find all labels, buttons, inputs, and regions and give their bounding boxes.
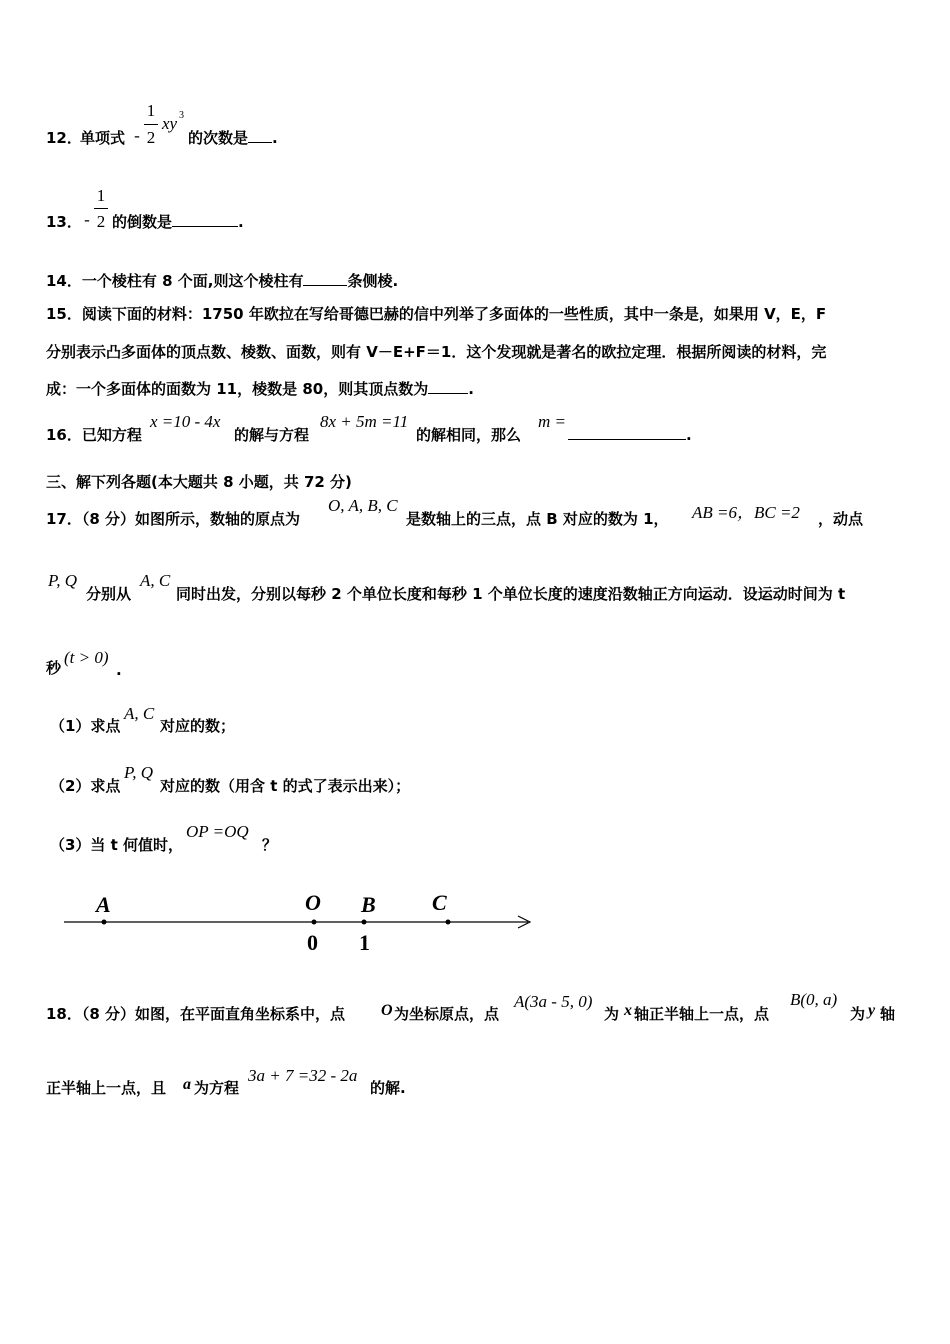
point-o-dot <box>312 920 317 925</box>
q18-text-a: 18．（8 分）如图，在平面直角坐标系中，点 <box>46 1005 346 1023</box>
q12-frac-den: 2 <box>146 128 156 147</box>
number-line-figure <box>0 880 950 960</box>
q18-math-eq: 3a + 7 =32 - 2a <box>248 1066 358 1085</box>
q14-answer-blank[interactable] <box>303 271 347 286</box>
q17-text-g: . <box>116 661 122 679</box>
q12-frac-num: 1 <box>146 101 156 120</box>
q13-answer-blank[interactable] <box>172 212 238 227</box>
q17-text-a: 17．（8 分）如图所示，数轴的原点为 <box>46 510 301 528</box>
q17-text-e: 同时出发，分别以每秒 2 个单位长度和每秒 1 个单位长度的速度沿数轴正方向运动．设运动时间为 t <box>176 585 846 603</box>
q12-tail <box>188 128 278 148</box>
label-o: O <box>305 890 321 915</box>
q12-frac-bar <box>144 124 158 125</box>
q16-text-a: 16．已知方程 <box>46 426 142 444</box>
q17-math-pq: P, Q <box>48 571 77 590</box>
label-c: C <box>432 890 447 915</box>
q17-text-b: 是数轴上的三点，点 B 对应的数为 1， <box>406 510 669 528</box>
q17-sub2-b: 对应的数（用含 t 的式了表示出来）； <box>160 777 411 795</box>
q15-answer-blank[interactable] <box>428 379 468 394</box>
q16-text-b: 的解与方程 <box>234 426 310 444</box>
q17-math-ac: A, C <box>140 571 171 590</box>
q12-exponent: 3 <box>179 110 184 121</box>
q15-line-1: 15．阅读下面的材料：1750 年欧拉在写给哥德巴赫的信中列举了多面体的一些性质，其中一条是，如果用 V，E，F <box>46 305 827 323</box>
q12-number: 12． <box>46 129 82 147</box>
q18-text-g: 正半轴上一点，且 <box>46 1079 167 1097</box>
q18-text-b: 为坐标原点，点 <box>394 1005 500 1023</box>
label-b: B <box>361 892 376 917</box>
q18-text-c: 为 <box>604 1005 620 1023</box>
q17-text-c: ，动点 <box>818 510 864 528</box>
q14-text-b: 条侧棱. <box>347 272 399 290</box>
label-a: A <box>96 892 111 917</box>
q18-text-f: 轴 <box>880 1005 896 1023</box>
point-c-dot <box>446 920 451 925</box>
q15-line-3-text: 成：一个多面体的面数为 11，棱数是 80，则其顶点数为 <box>46 380 429 398</box>
q13-frac-den: 2 <box>96 212 106 231</box>
tick-0: 0 <box>307 930 318 955</box>
q17-math-points: O, A, B, C <box>328 496 398 515</box>
q12-tail-text: 的次数是 <box>188 129 249 147</box>
q18-a: a <box>183 1076 191 1093</box>
q18-text-h: 为方程 <box>194 1079 240 1097</box>
q17-sub1-b: 对应的数； <box>160 717 236 735</box>
q18-text-d: 轴正半轴上一点，点 <box>634 1005 770 1023</box>
q18-math-b: B(0, a) <box>790 990 838 1009</box>
q13-end: . <box>238 213 244 231</box>
q12-minus: - <box>134 126 140 145</box>
q18-text-e: 为 <box>850 1005 866 1023</box>
tick-1: 1 <box>359 930 370 955</box>
q17-text-d: 分别从 <box>86 585 132 603</box>
q13-number: 13． <box>46 213 82 231</box>
q17-math-ab-bc: AB =6，BC =2 <box>692 503 800 522</box>
q17-sub3-b: ？ <box>262 836 278 854</box>
q12-end: . <box>272 129 278 147</box>
q16-end: . <box>686 426 692 444</box>
q17-text-f: 秒 <box>46 659 62 677</box>
q17-sub2-math: P, Q <box>124 763 153 782</box>
q16-eq1: x =10 - 4x <box>150 412 221 431</box>
q13-frac-num: 1 <box>96 186 106 205</box>
q16-eq2: 8x + 5m =11 <box>320 412 409 431</box>
q17-sub1-math: A, C <box>124 704 155 723</box>
q17-sub1-a: （1）求点 <box>50 717 121 735</box>
q13-frac-bar <box>94 208 108 209</box>
q15-line-3 <box>46 379 474 399</box>
q18-text-i: 的解. <box>370 1079 406 1097</box>
q12-answer-blank[interactable] <box>248 128 272 143</box>
q13-tail-text: 的倒数是 <box>112 213 173 231</box>
q14-text-a: 14．一个棱柱有 8 个面,则这个棱柱有 <box>46 272 304 290</box>
q18-y: y <box>868 1002 876 1019</box>
q17-sub3-math: OP =OQ <box>186 822 249 841</box>
q16-eq3: m = <box>538 412 566 431</box>
q13-minus: - <box>84 210 90 229</box>
q17-sub3-a: （3）当 t 何值时， <box>50 836 184 854</box>
q15-line-2: 分别表示凸多面体的顶点数、棱数、面数，则有 V－E+F＝1．这个发现就是著名的欧拉定理．根据所阅读的材料，完 <box>46 343 827 361</box>
q17-sub2-a: （2）求点 <box>50 777 121 795</box>
q12-label: 单项式 <box>80 129 126 147</box>
q18-o: O <box>381 1002 393 1019</box>
q16-text-c: 的解相同，那么 <box>416 426 522 444</box>
q13-tail <box>112 212 244 232</box>
q12-var: xy <box>162 114 178 133</box>
q15-end: . <box>468 380 474 398</box>
q18-x: x <box>624 1002 632 1019</box>
question-14 <box>46 271 398 291</box>
section-3-title: 三、解下列各题(本大题共 8 小题，共 72 分) <box>46 473 352 491</box>
q17-math-t: (t > 0) <box>64 648 109 667</box>
point-b-dot <box>362 920 367 925</box>
q16-tail <box>568 425 692 445</box>
point-a-dot <box>102 920 107 925</box>
q18-math-a: A(3a - 5, 0) <box>514 992 593 1011</box>
q16-answer-blank[interactable] <box>568 425 686 440</box>
